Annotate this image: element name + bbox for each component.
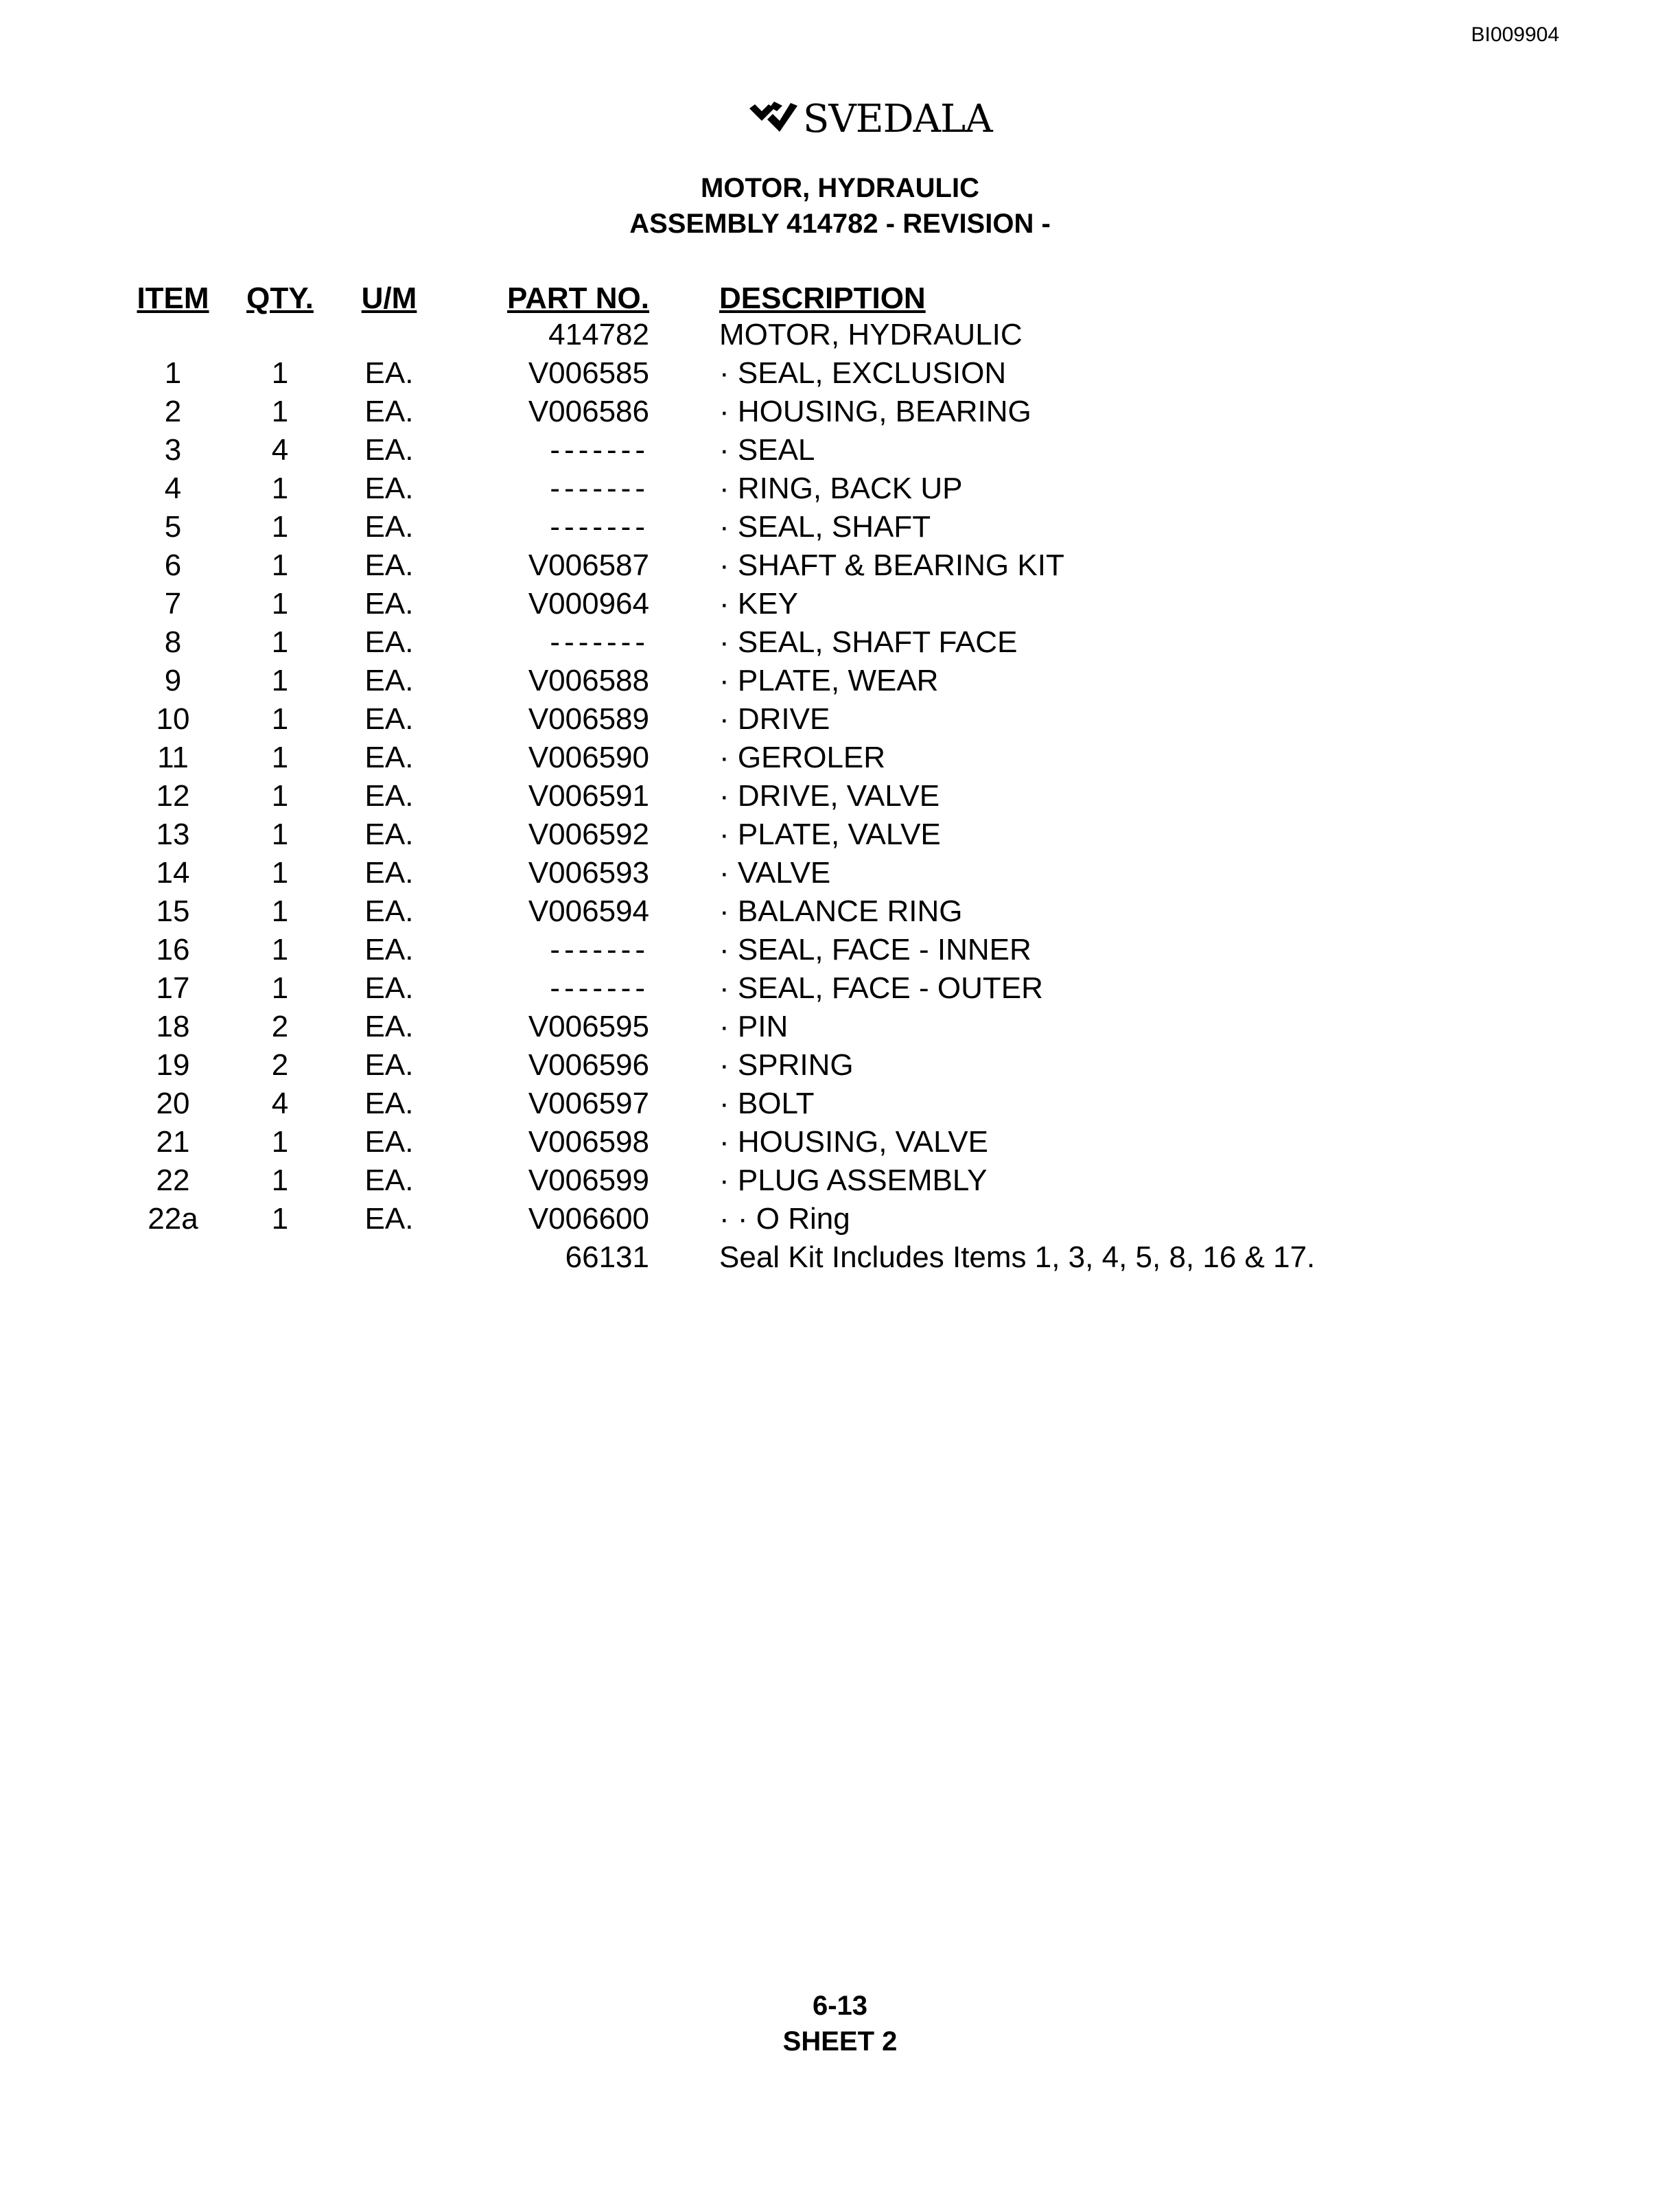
item-number-cell: 1 — [164, 356, 182, 390]
document-title: MOTOR, HYDRAULIC — [701, 173, 979, 203]
description-cell: · SEAL, SHAFT FACE — [719, 625, 1018, 659]
logo-wordmark: SVEDALA — [803, 96, 992, 141]
column-header-um: U/M — [361, 281, 417, 315]
part-number-cell: V006599 — [528, 1164, 649, 1197]
unit-of-measure-cell: EA. — [364, 625, 414, 659]
row-spacer — [649, 354, 719, 393]
quantity-cell: 2 — [271, 1048, 289, 1082]
part-number-cell: ------- — [550, 472, 649, 505]
unit-of-measure-cell: EA. — [364, 818, 414, 851]
table-row — [135, 354, 1337, 393]
table-header-row — [135, 275, 1337, 316]
item-number-cell: 7 — [164, 587, 182, 621]
part-number-cell: ------- — [550, 625, 649, 659]
part-number-cell: V006590 — [528, 741, 649, 774]
item-number-cell: 11 — [157, 741, 189, 774]
description-cell: · SEAL, SHAFT — [719, 510, 931, 544]
column-header-item: ITEM — [137, 281, 209, 315]
svedala-logo-icon — [747, 99, 800, 139]
unit-of-measure-cell — [349, 316, 430, 354]
parts-table — [135, 275, 1337, 1277]
unit-of-measure-cell: EA. — [364, 1087, 414, 1120]
table-row — [135, 1200, 1337, 1238]
description-cell: · SPRING — [719, 1048, 854, 1082]
row-spacer — [649, 739, 719, 777]
table-row — [135, 815, 1337, 854]
part-number-cell: V006600 — [528, 1202, 649, 1236]
table-row — [135, 662, 1337, 700]
quantity-cell: 1 — [271, 702, 289, 736]
description-cell: · BOLT — [719, 1087, 815, 1120]
column-header-part-no: PART NO. — [507, 281, 649, 315]
table-row — [135, 393, 1337, 431]
table-row — [135, 1046, 1337, 1085]
part-number-cell: ------- — [550, 510, 649, 544]
item-number-cell: 21 — [156, 1125, 190, 1159]
part-number-cell: V006585 — [528, 356, 649, 390]
row-spacer — [649, 393, 719, 431]
item-number-cell: 18 — [156, 1010, 190, 1043]
quantity-cell — [211, 1238, 349, 1277]
description-cell: · · O Ring — [719, 1202, 850, 1236]
item-number-cell: 14 — [156, 856, 190, 890]
unit-of-measure-cell: EA. — [364, 433, 414, 467]
row-spacer — [649, 1046, 719, 1085]
row-spacer — [649, 892, 719, 931]
table-row — [135, 931, 1337, 969]
part-number-cell: V006598 — [528, 1125, 649, 1159]
assembly-revision: ASSEMBLY 414782 - REVISION - — [629, 209, 1051, 239]
quantity-cell: 1 — [271, 472, 289, 505]
table-row — [135, 700, 1337, 739]
item-number-cell: 15 — [156, 894, 190, 928]
table-row — [135, 431, 1337, 470]
quantity-cell: 1 — [271, 510, 289, 544]
column-header-qty: QTY. — [246, 281, 314, 315]
table-row — [135, 892, 1337, 931]
unit-of-measure-cell — [349, 1238, 430, 1277]
description-cell: · HOUSING, VALVE — [719, 1125, 989, 1159]
description-cell: Seal Kit Includes Items 1, 3, 4, 5, 8, 16 & 17. — [719, 1240, 1316, 1274]
unit-of-measure-cell: EA. — [364, 971, 414, 1005]
part-number-cell: V006594 — [528, 894, 649, 928]
description-cell: MOTOR, HYDRAULIC — [719, 318, 1023, 351]
part-number-cell: V006586 — [528, 395, 649, 428]
svedala-logo — [747, 95, 992, 143]
description-cell: · SHAFT & BEARING KIT — [719, 548, 1064, 582]
quantity-cell: 1 — [271, 818, 289, 851]
item-number-cell: 6 — [164, 548, 182, 582]
quantity-cell: 1 — [271, 625, 289, 659]
part-number-cell: 66131 — [565, 1240, 649, 1274]
unit-of-measure-cell: EA. — [364, 702, 414, 736]
description-cell: · DRIVE, VALVE — [719, 779, 940, 813]
description-cell: · GEROLER — [719, 741, 886, 774]
item-number-cell: 17 — [156, 971, 190, 1005]
quantity-cell: 1 — [271, 741, 289, 774]
description-cell: · SEAL, FACE - INNER — [719, 933, 1031, 967]
quantity-cell: 1 — [271, 548, 289, 582]
item-number-cell: 20 — [156, 1087, 190, 1120]
row-spacer — [649, 700, 719, 739]
unit-of-measure-cell: EA. — [364, 1164, 414, 1197]
quantity-cell — [211, 316, 349, 354]
description-cell: · RING, BACK UP — [719, 472, 963, 505]
row-spacer — [649, 854, 719, 892]
item-number-cell: 2 — [164, 395, 182, 428]
table-row — [135, 1085, 1337, 1123]
table-row — [135, 854, 1337, 892]
row-spacer — [649, 1085, 719, 1123]
table-row — [135, 316, 1337, 354]
description-cell: · VALVE — [719, 856, 831, 890]
quantity-cell: 1 — [271, 933, 289, 967]
part-number-cell: V006592 — [528, 818, 649, 851]
row-spacer — [649, 1200, 719, 1238]
unit-of-measure-cell: EA. — [364, 1202, 414, 1236]
row-spacer — [649, 662, 719, 700]
part-number-cell: V006589 — [528, 702, 649, 736]
unit-of-measure-cell: EA. — [364, 779, 414, 813]
item-number-cell: 4 — [164, 472, 182, 505]
row-spacer — [649, 431, 719, 470]
part-number-cell: V006597 — [528, 1087, 649, 1120]
table-row — [135, 470, 1337, 508]
quantity-cell: 1 — [271, 587, 289, 621]
quantity-cell: 4 — [271, 1087, 289, 1120]
description-cell: · PLUG ASSEMBLY — [719, 1164, 988, 1197]
table-row — [135, 508, 1337, 546]
part-number-cell: V006595 — [528, 1010, 649, 1043]
part-number-cell: V006591 — [528, 779, 649, 813]
unit-of-measure-cell: EA. — [364, 856, 414, 890]
description-cell: · PLATE, VALVE — [719, 818, 941, 851]
row-spacer — [649, 585, 719, 623]
table-row — [135, 1123, 1337, 1161]
description-cell: · SEAL, EXCLUSION — [719, 356, 1007, 390]
item-number-cell: 8 — [164, 625, 182, 659]
item-number-cell: 22a — [148, 1202, 198, 1236]
item-number-cell: 22 — [156, 1164, 190, 1197]
row-spacer — [649, 931, 719, 969]
column-header-description: DESCRIPTION — [719, 281, 926, 315]
unit-of-measure-cell: EA. — [364, 1048, 414, 1082]
row-spacer — [649, 623, 719, 662]
unit-of-measure-cell: EA. — [364, 1010, 414, 1043]
description-cell: · SEAL, FACE - OUTER — [719, 971, 1043, 1005]
table-row — [135, 1238, 1337, 1277]
unit-of-measure-cell: EA. — [364, 587, 414, 621]
unit-of-measure-cell: EA. — [364, 395, 414, 428]
part-number-cell: V006588 — [528, 664, 649, 697]
unit-of-measure-cell: EA. — [364, 741, 414, 774]
part-number-cell: 414782 — [548, 318, 649, 351]
quantity-cell: 1 — [271, 1125, 289, 1159]
row-spacer — [649, 1008, 719, 1046]
description-cell: · PIN — [719, 1010, 789, 1043]
document-id: BI009904 — [1471, 23, 1559, 46]
part-number-cell: V006593 — [528, 856, 649, 890]
item-number-cell — [135, 1238, 211, 1277]
row-spacer — [649, 1123, 719, 1161]
row-spacer — [649, 815, 719, 854]
part-number-cell: ------- — [550, 933, 649, 967]
item-number-cell — [135, 316, 211, 354]
item-number-cell: 9 — [164, 664, 182, 697]
quantity-cell: 1 — [271, 779, 289, 813]
quantity-cell: 2 — [271, 1010, 289, 1043]
item-number-cell: 16 — [156, 933, 190, 967]
description-cell: · HOUSING, BEARING — [719, 395, 1031, 428]
table-row — [135, 969, 1337, 1008]
table-row — [135, 623, 1337, 662]
unit-of-measure-cell: EA. — [364, 472, 414, 505]
row-spacer — [649, 777, 719, 815]
part-number-cell: V006596 — [528, 1048, 649, 1082]
part-number-cell: V000964 — [528, 587, 649, 621]
part-number-cell: ------- — [550, 971, 649, 1005]
quantity-cell: 1 — [271, 664, 289, 697]
part-number-cell: ------- — [550, 433, 649, 467]
table-row — [135, 1161, 1337, 1200]
unit-of-measure-cell: EA. — [364, 510, 414, 544]
item-number-cell: 10 — [156, 702, 190, 736]
item-number-cell: 13 — [156, 818, 190, 851]
part-number-cell: V006587 — [528, 548, 649, 582]
unit-of-measure-cell: EA. — [364, 356, 414, 390]
row-spacer — [649, 316, 719, 354]
row-spacer — [649, 1238, 719, 1277]
quantity-cell: 1 — [271, 894, 289, 928]
item-number-cell: 5 — [164, 510, 182, 544]
row-spacer — [649, 470, 719, 508]
row-spacer — [649, 969, 719, 1008]
table-row — [135, 546, 1337, 585]
item-number-cell: 3 — [164, 433, 182, 467]
row-spacer — [649, 546, 719, 585]
page-number: 6-13 — [812, 1991, 868, 2021]
unit-of-measure-cell: EA. — [364, 894, 414, 928]
description-cell: · SEAL — [719, 433, 815, 467]
quantity-cell: 1 — [271, 856, 289, 890]
sheet-number: SHEET 2 — [782, 2026, 898, 2057]
table-row — [135, 1008, 1337, 1046]
description-cell: · PLATE, WEAR — [719, 664, 939, 697]
column-spacer — [649, 275, 719, 316]
item-number-cell: 19 — [156, 1048, 190, 1082]
table-row — [135, 777, 1337, 815]
item-number-cell: 12 — [156, 779, 190, 813]
unit-of-measure-cell: EA. — [364, 664, 414, 697]
quantity-cell: 1 — [271, 1202, 289, 1236]
unit-of-measure-cell: EA. — [364, 933, 414, 967]
row-spacer — [649, 1161, 719, 1200]
quantity-cell: 1 — [271, 1164, 289, 1197]
description-cell: · DRIVE — [719, 702, 830, 736]
unit-of-measure-cell: EA. — [364, 1125, 414, 1159]
table-row — [135, 739, 1337, 777]
quantity-cell: 4 — [271, 433, 289, 467]
description-cell: · KEY — [719, 587, 798, 621]
quantity-cell: 1 — [271, 971, 289, 1005]
table-row — [135, 585, 1337, 623]
quantity-cell: 1 — [271, 356, 289, 390]
row-spacer — [649, 508, 719, 546]
description-cell: · BALANCE RING — [719, 894, 963, 928]
unit-of-measure-cell: EA. — [364, 548, 414, 582]
quantity-cell: 1 — [271, 395, 289, 428]
